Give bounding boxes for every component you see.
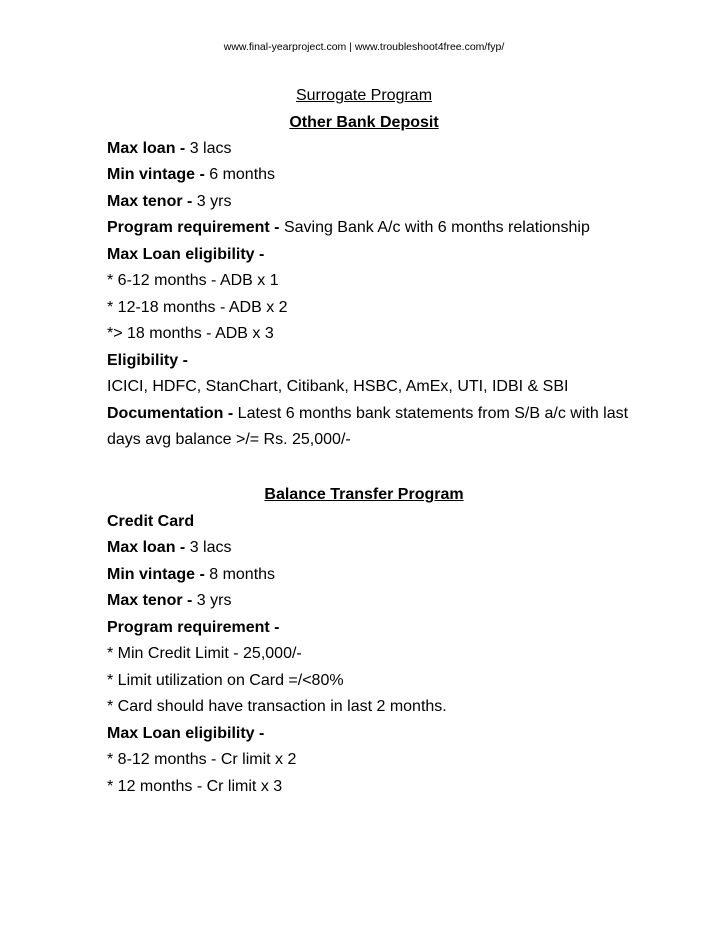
max-loan-value: 3 lacs (189, 140, 232, 157)
requirement-item: * Min Credit Limit - 25,000/- (107, 645, 302, 662)
documentation-line (107, 405, 628, 423)
max-loan-line (107, 539, 231, 557)
program-requirement-heading: Program requirement - (107, 619, 280, 636)
eligibility-item: * 12-18 months - ADB x 2 (107, 299, 288, 316)
max-tenor-line (107, 193, 231, 211)
max-loan-line (107, 140, 231, 158)
eligibility-heading: Eligibility - (107, 352, 188, 369)
eligibility-item: * 8-12 months - Cr limit x 2 (107, 751, 297, 768)
min-vintage-value: 8 months (209, 566, 276, 583)
min-vintage-line (107, 166, 275, 184)
documentation-continuation: days avg balance >/= Rs. 25,000/- (107, 431, 351, 448)
eligibility-item: *> 18 months - ADB x 3 (107, 325, 274, 342)
eligible-banks-list: ICICI, HDFC, StanChart, Citibank, HSBC, AmEx, UTI, IDBI & SBI (107, 378, 569, 395)
min-vintage-value: 6 months (209, 166, 276, 183)
max-tenor-label: Max tenor - (107, 592, 197, 609)
requirement-item: * Limit utilization on Card =/<80% (107, 672, 344, 689)
eligibility-item: * 12 months - Cr limit x 3 (107, 778, 283, 795)
min-vintage-label: Min vintage - (107, 166, 210, 183)
min-vintage-label: Min vintage - (107, 566, 210, 583)
max-loan-eligibility-heading: Max Loan eligibility - (107, 725, 265, 742)
max-tenor-label: Max tenor - (107, 193, 197, 210)
max-loan-label: Max loan - (107, 539, 190, 556)
documentation-label: Documentation - (107, 405, 238, 422)
max-tenor-value: 3 yrs (196, 193, 232, 210)
requirement-item: * Card should have transaction in last 2 months. (107, 698, 447, 715)
max-loan-value: 3 lacs (189, 539, 232, 556)
program-requirement-value: Saving Bank A/c with 6 months relationship (283, 219, 590, 236)
max-tenor-value: 3 yrs (196, 592, 232, 609)
min-vintage-line (107, 566, 275, 584)
max-loan-eligibility-heading: Max Loan eligibility - (107, 246, 265, 263)
documentation-value: Latest 6 months bank statements from S/B a/c with last (237, 405, 629, 422)
section-title-surrogate-program: Surrogate Program (295, 87, 433, 104)
max-loan-label: Max loan - (107, 140, 190, 157)
section-subtitle-credit-card: Credit Card (107, 513, 195, 530)
page-header-urls: www.final-yearproject.com | www.troubleshoot4free.com/fyp/ (223, 41, 505, 53)
eligibility-item: * 6-12 months - ADB x 1 (107, 272, 279, 289)
program-requirement-label: Program requirement - (107, 219, 284, 236)
max-tenor-line (107, 592, 231, 610)
program-requirement-line (107, 219, 590, 237)
section-subtitle-other-bank-deposit: Other Bank Deposit (289, 114, 439, 131)
section-title-balance-transfer-program: Balance Transfer Program (264, 486, 464, 503)
